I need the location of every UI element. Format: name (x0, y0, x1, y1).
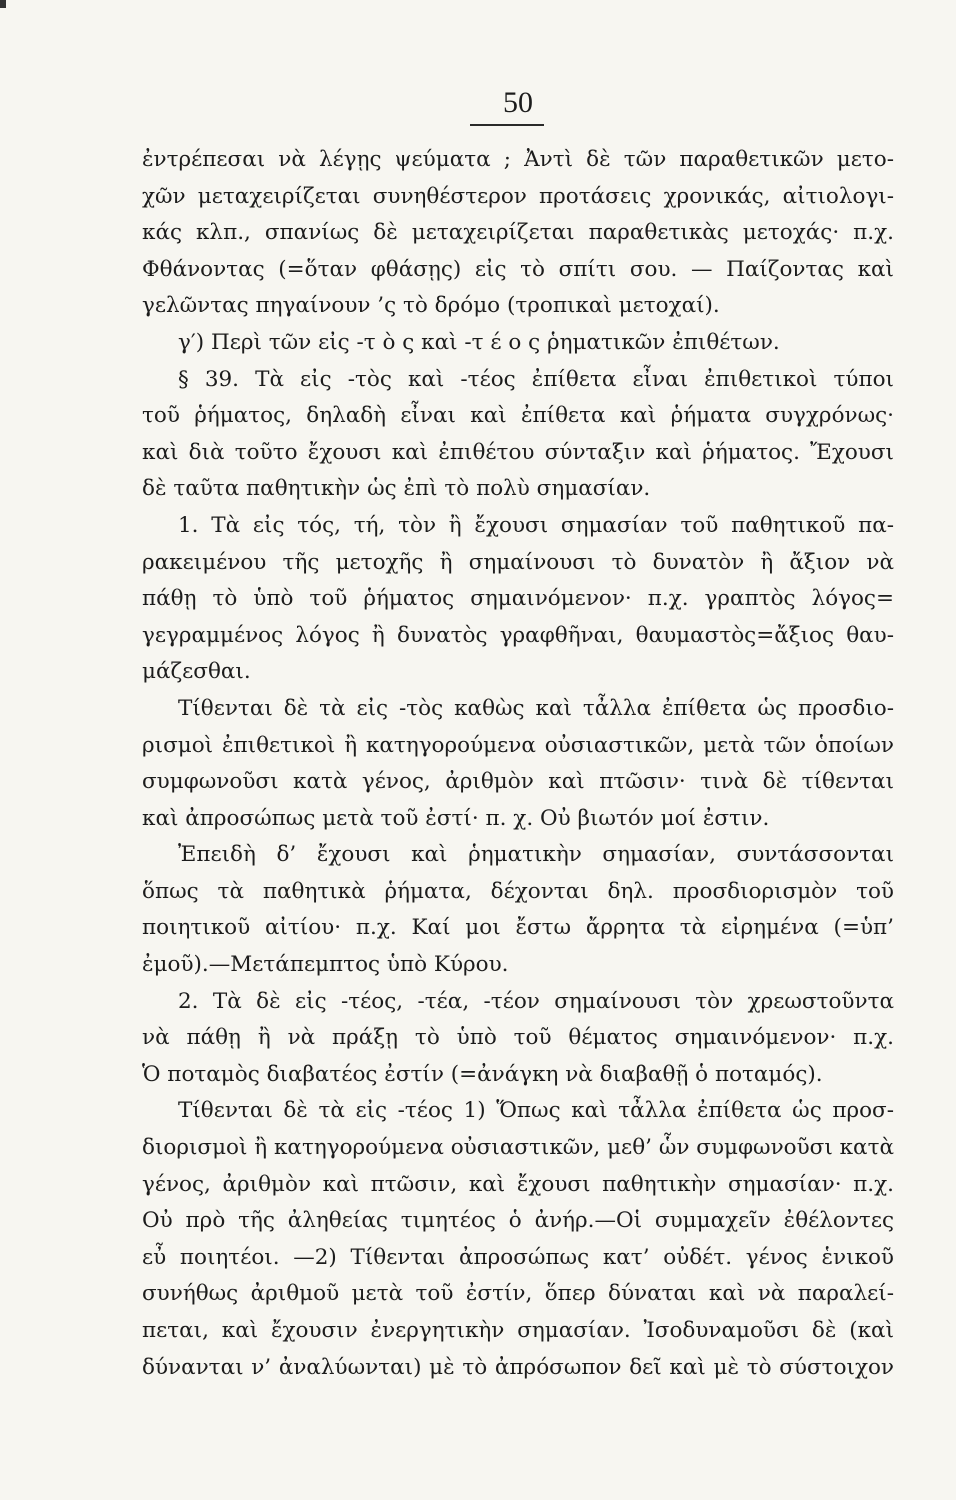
text-line: καὶ ἀπροσώπως μετὰ τοῦ ἐστί· π. χ. Οὐ βιωτόν μοί ἐστιν. (142, 805, 770, 831)
text-line: ποιητικοῦ αἰτίου· π.χ. Καί μοι ἔστω ἄρρητα τὰ εἰρημένα (=ὑπ’ (142, 915, 894, 941)
text-line: ρισμοὶ ἐπιθετικοὶ ἢ κατηγορούμενα οὐσιαστικῶν, μετὰ τῶν ὁποίων (142, 732, 894, 758)
text-line: Τίθενται δὲ τὰ εἰς -τὸς καθὼς καὶ τἆλλα ἐπίθετα ὡς προσδιο- (178, 695, 894, 721)
text-line: 1. Τὰ εἰς τός, τή, τὸν ἢ ἔχουσι σημασίαν τοῦ παθητικοῦ πα- (178, 512, 894, 538)
text-line: Ὁ ποταμὸς διαβατέος ἐστίν (=ἀνάγκη νὰ διαβαθῇ ὁ ποταμός). (142, 1061, 823, 1087)
scan-edge-mark (0, 0, 6, 8)
body-text (142, 142, 894, 1386)
text-line: χῶν μεταχειρίζεται συνηθέστερον προτάσεις χρονικάς, αἰτιολογι- (142, 183, 894, 209)
text-line: δὲ ταῦτα παθητικὴν ὡς ἐπὶ τὸ πολὺ σημασίαν. (142, 476, 651, 502)
text-line: γεγραμμένος λόγος ἢ δυνατὸς γραφθῆναι, θαυμαστὸς=ἄξιος θαυ- (142, 622, 894, 648)
text-line: Οὐ πρὸ τῆς ἀληθείας τιμητέος ὁ ἀνήρ.—Οἱ συμμαχεῖν ἐθέλοντες (142, 1208, 894, 1234)
text-line: § 39. Τὰ εἰς -τὸς καὶ -τέος ἐπίθετα εἶναι ἐπιθετικοὶ τύποι (178, 366, 894, 392)
text-line: ὅπως τὰ παθητικὰ ῥήματα, δέχονται δηλ. προσδιορισμὸν τοῦ (142, 878, 894, 904)
text-line: νὰ πάθῃ ἢ νὰ πράξῃ τὸ ὑπὸ τοῦ θέματος σημαινόμενον· π.χ. (142, 1025, 894, 1051)
page-number: 50 (503, 86, 533, 119)
text-line: Φθάνοντας (=ὅταν φθάσῃς) εἰς τὸ σπίτι σου. — Παίζοντας καὶ (142, 256, 894, 282)
text-line: Τίθενται δὲ τὰ εἰς -τέος 1) Ὅπως καὶ τἆλλα ἐπίθετα ὡς προσ- (178, 1098, 894, 1124)
text-line: ἐντρέπεσαι νὰ λέγῃς ψεύματα ; Ἀντὶ δὲ τῶν παραθετικῶν μετο- (142, 147, 894, 172)
text-line: εὖ ποιητέοι. —2) Τίθενται ἀπροσώπως κατ’ οὐδέτ. γένος ἑνικοῦ (142, 1244, 894, 1270)
text-line: πάθῃ τὸ ὑπὸ τοῦ ῥήματος σημαινόμενον· π.χ. γραπτὸς λόγος= (142, 586, 894, 612)
text-line: γένος, ἀριθμὸν καὶ πτῶσιν, καὶ ἔχουσι παθητικὴν σημασίαν· π.χ. (142, 1171, 894, 1197)
text-line: συμφωνοῦσι κατὰ γένος, ἀριθμὸν καὶ πτῶσιν· τινὰ δὲ τίθενται (142, 769, 894, 795)
text-line: συνήθως ἀριθμοῦ μετὰ τοῦ ἐστίν, ὅπερ δύναται καὶ νὰ παραλεί- (142, 1281, 894, 1307)
text-line: πεται, καὶ ἔχουσιν ἐνεργητικὴν σημασίαν. Ἰσοδυναμοῦσι δὲ (καὶ (142, 1318, 894, 1343)
text-line: 2. Τὰ δὲ εἰς -τέος, -τέα, -τέον σημαίνουσι τὸν χρεωστοῦντα (178, 988, 894, 1014)
text-line: διορισμοὶ ἢ κατηγορούμενα οὐσιαστικῶν, μεθ’ ὧν συμφωνοῦσι κατὰ (142, 1135, 894, 1161)
text-line: ρακειμένου τῆς μετοχῆς ἢ σημαίνουσι τὸ δυνατὸν ἢ ἄξιον νὰ (142, 549, 894, 575)
text-line: καὶ διὰ τοῦτο ἔχουσι καὶ ἐπιθέτου σύνταξιν καὶ ῥήματος. Ἔχουσι (142, 439, 894, 465)
text-line: γ′) Περὶ τῶν εἰς -τ ὸ ς καὶ -τ έ ο ς ῥηματικῶν ἐπιθέτων. (178, 329, 780, 355)
page-number-rule (470, 124, 544, 126)
text-line: ἐμοῦ).—Μετάπεμπτος ὑπὸ Κύρου. (142, 952, 509, 978)
text-line: Ἐπειδὴ δ’ ἔχουσι καὶ ῥηματικὴν σημασίαν, συντάσσονται (178, 842, 894, 868)
text-line: δύνανται ν’ ἀναλύωνται) μὲ τὸ ἀπρόσωπον δεῖ καὶ μὲ τὸ σύστοιχον (142, 1354, 894, 1380)
text-line: τοῦ ῥήματος, δηλαδὴ εἶναι καὶ ἐπίθετα καὶ ῥήματα συγχρόνως· (142, 403, 894, 429)
text-line: γελῶντας πηγαίνουν ’ς τὸ δρόμο (τροπικαὶ μετοχαί). (142, 293, 720, 319)
text-line: μάζεσθαι. (142, 659, 251, 685)
text-line: κάς κλπ., σπανίως δὲ μεταχειρίζεται παραθετικὰς μετοχάς· π.χ. (142, 220, 894, 246)
